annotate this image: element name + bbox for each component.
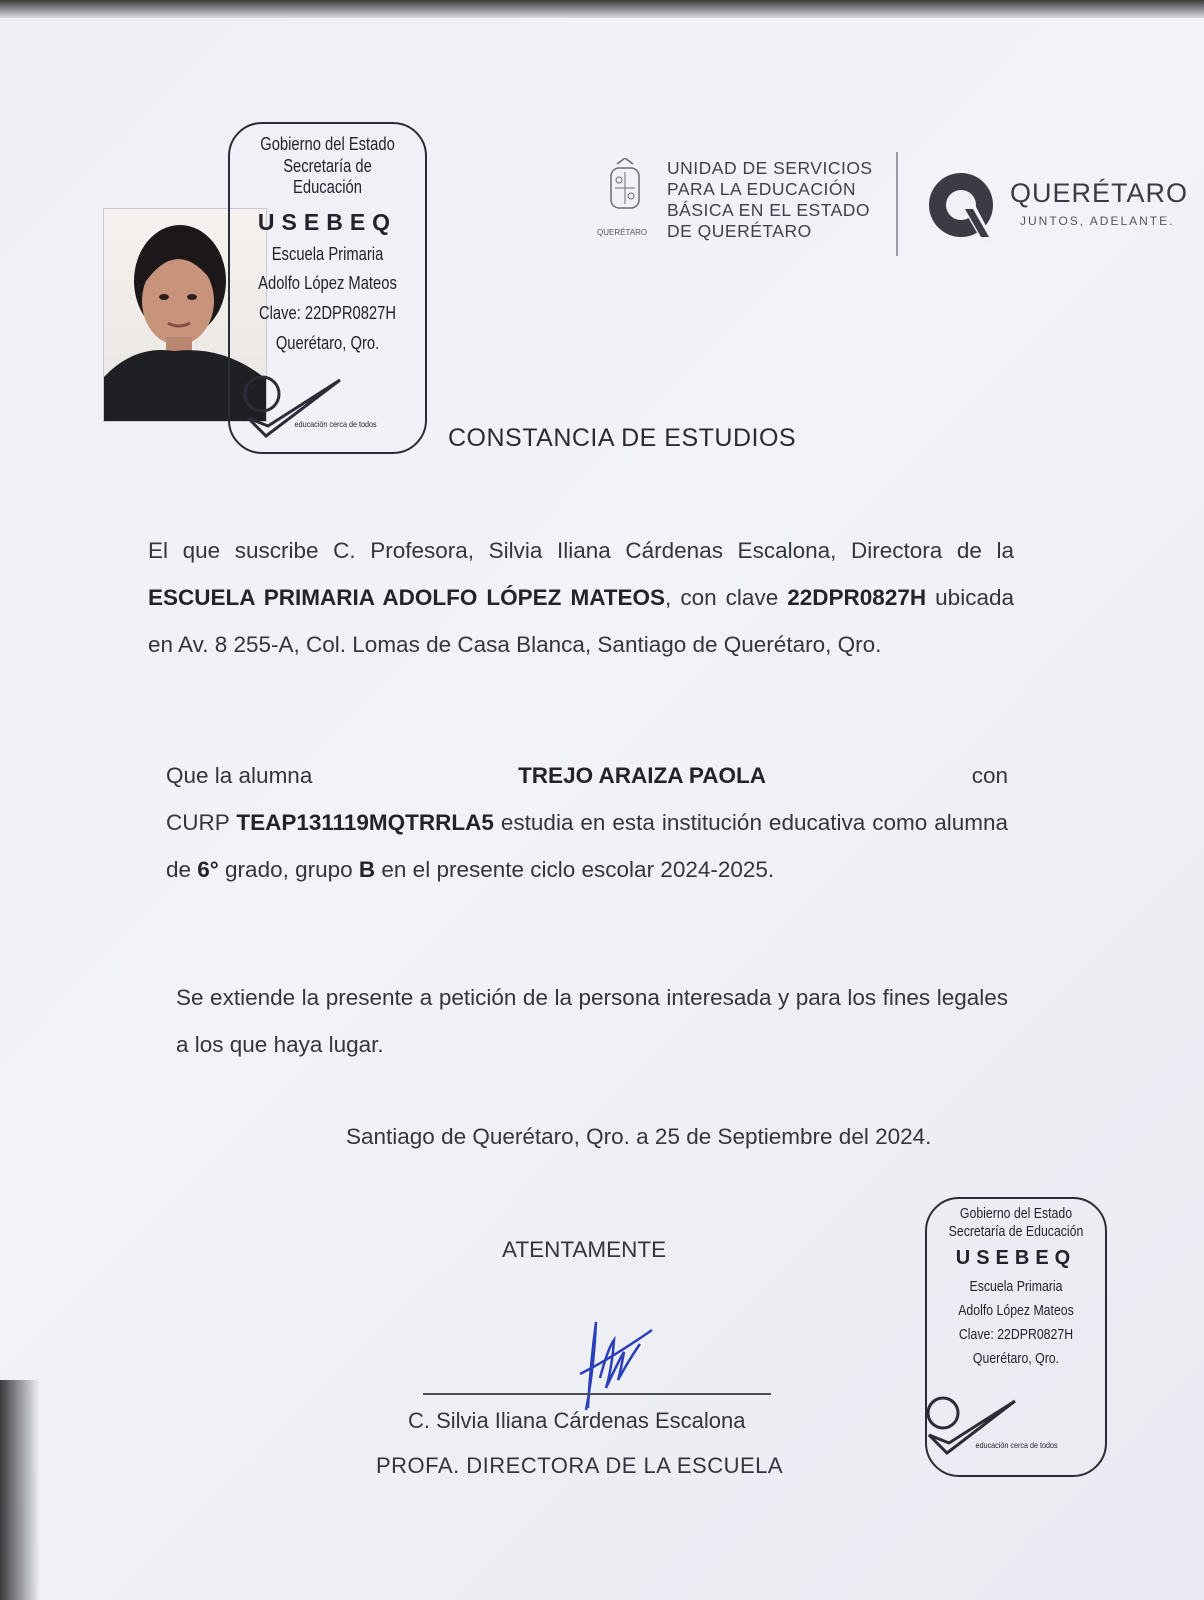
stamp2-line-4: Adolfo López Mateos (958, 1302, 1074, 1319)
queretaro-logo-icon (925, 165, 997, 245)
student-text-con: con (971, 763, 1008, 788)
queretaro-slogan: JUNTOS, ADELANTE. (1020, 214, 1175, 228)
stamp-line-6: Querétaro, Qro. (275, 332, 380, 353)
student-text-e: en el presente ciclo escolar 2024-2025. (375, 857, 775, 882)
shadow (0, 1380, 40, 1600)
unit-line-3: BÁSICA EN EL ESTADO (667, 200, 871, 220)
stamp2-line-2: Secretaría de Educación (948, 1223, 1084, 1240)
stamp-line-5: Clave: 22DPR0827H (258, 302, 397, 323)
document-title: CONSTANCIA DE ESTUDIOS (448, 424, 797, 452)
school-stamp (228, 122, 427, 454)
usebeq-unit-name (667, 158, 873, 242)
paragraph-purpose: Se extiende la presente a petición de la persona interesada y para los fines legales a los que haya lugar. (176, 985, 1008, 1057)
signer-role: PROFA. DIRECTORA DE LA ESCUELA (376, 1453, 784, 1478)
student-text-d: grado, grupo (218, 857, 359, 882)
signer-name: C. Silvia Iliana Cárdenas Escalona (408, 1408, 746, 1433)
paragraph-student (166, 752, 1008, 893)
stamp2-slogan: educación cerca de todos (975, 1441, 1058, 1450)
student-text-a: Que la alumna (166, 763, 313, 788)
student-name: TREJO ARAIZA PAOLA (518, 763, 766, 788)
school-clave: 22DPR0827H (787, 585, 927, 610)
stamp2-line-6: Querétaro, Qro. (972, 1350, 1060, 1367)
page-top-edge (0, 0, 1204, 18)
student-curp: TEAP131119MQTRRLA5 (236, 810, 494, 835)
stamp-line-1: Gobierno del Estado (260, 134, 395, 154)
stamp-line-3: Escuela Primaria (271, 243, 384, 264)
unit-line-4: DE QUERÉTARO (667, 221, 812, 241)
stamp-brand: USEBEQ (257, 208, 398, 235)
stamp2-line-3: Escuela Primaria (969, 1278, 1063, 1295)
student-grade: 6° (197, 857, 219, 882)
stamp-line-4: Adolfo López Mateos (258, 273, 397, 294)
intro-text-b: , con clave (665, 585, 788, 610)
stamp2-brand: USEBEQ (955, 1247, 1077, 1269)
unit-line-2: PARA LA EDUCACIÓN (667, 179, 857, 199)
intro-text-c: ubicada en Av. 8 255-A, Col. Lomas de Casa Blanca, Santiago de Querétaro, Qro. (148, 585, 1014, 657)
student-text-c: estudia en esta institución educativa como alumna de (166, 810, 1008, 882)
stamp-line-2: Secretaría de Educación (283, 155, 372, 198)
school-name: ESCUELA PRIMARIA ADOLFO LÓPEZ MATEOS (148, 585, 666, 610)
unit-line-1: UNIDAD DE SERVICIOS (667, 158, 873, 178)
signature (560, 1318, 670, 1418)
signature-line (423, 1393, 771, 1395)
intro-text-a: El que suscribe C. Profesora, Silvia Iliana Cárdenas Escalona, Directora de la (148, 538, 1014, 563)
queretaro-name: QUERÉTARO (1010, 178, 1189, 208)
paragraph-intro (148, 527, 1014, 668)
checkmark-icon (240, 374, 350, 444)
date-line: Santiago de Querétaro, Qro. a 25 de Septiembre del 2024. (346, 1124, 932, 1149)
stamp-slogan: educación cerca de todos (294, 420, 377, 429)
coat-of-arms-icon (607, 158, 643, 220)
coat-label: QUERÉTARO (597, 228, 648, 237)
stamp2-line-1: Gobierno del Estado (959, 1205, 1073, 1222)
student-group: B (358, 857, 376, 882)
closing: ATENTAMENTE (502, 1237, 667, 1262)
header-divider (896, 152, 898, 256)
curp-label: CURP (166, 810, 237, 835)
stamp2-line-5: Clave: 22DPR0827H (958, 1326, 1074, 1343)
school-stamp-bottom (925, 1197, 1107, 1477)
